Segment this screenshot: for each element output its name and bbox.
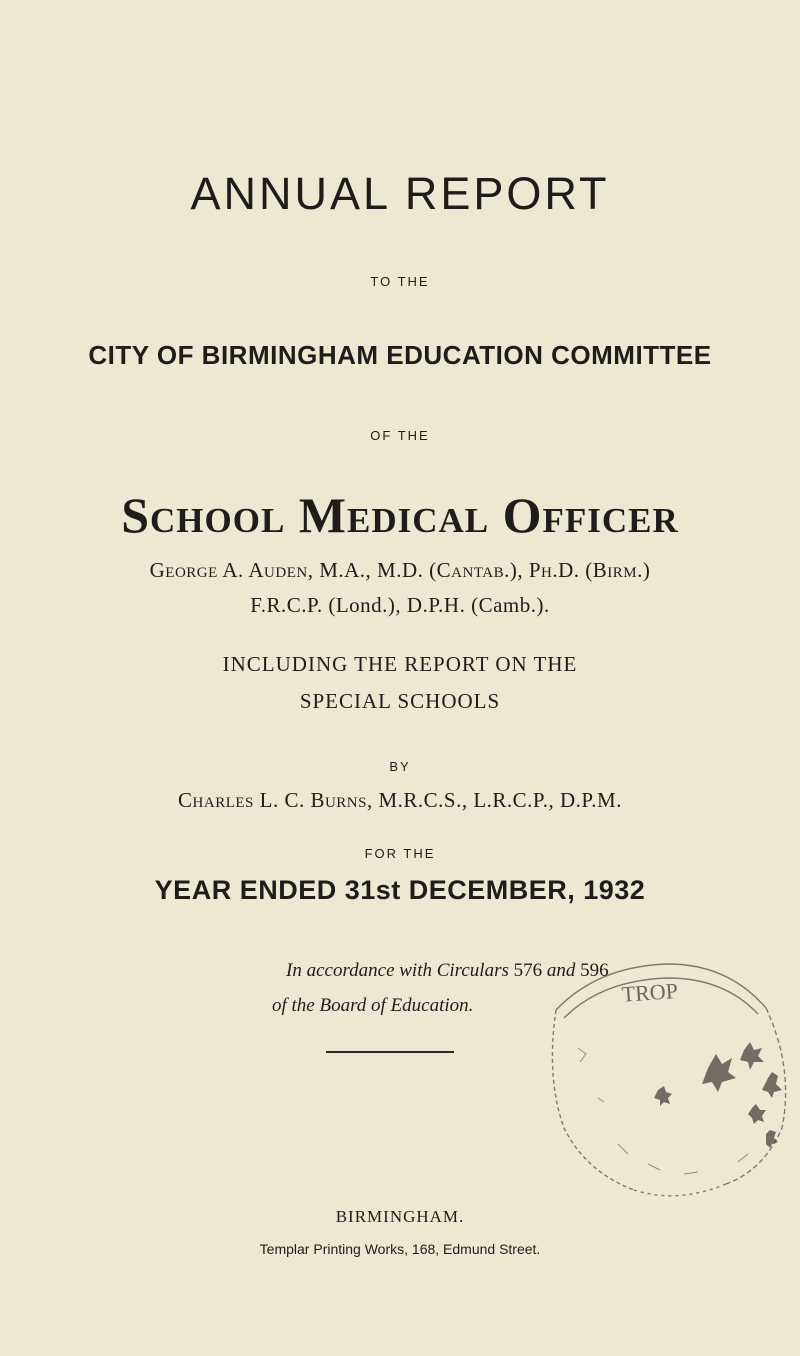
- officer-name-line: George A. Auden, M.A., M.D. (Cantab.), Ph.D. (Birm.): [149, 558, 651, 582]
- circular-number-596: 596: [575, 960, 609, 981]
- by-label: BY: [389, 759, 411, 774]
- report-subject: School Medical Officer: [121, 487, 679, 543]
- circulars-and: and: [546, 960, 576, 981]
- place-of-publication: BIRMINGHAM.: [335, 1207, 465, 1226]
- committee-name: CITY OF BIRMINGHAM EDUCATION COMMITTEE: [88, 340, 712, 370]
- of-the-label: OF THE: [370, 428, 430, 443]
- to-the-label: TO THE: [370, 274, 430, 289]
- printer-imprint: Templar Printing Works, 168, Edmund Street.: [259, 1241, 541, 1257]
- divider-rule: [326, 1051, 454, 1053]
- circulars-italic-part: In accordance with Circulars: [286, 960, 509, 981]
- including-line-1: INCLUDING THE REPORT ON THE: [222, 652, 578, 676]
- officer-qualifications-line: F.R.C.P. (Lond.), D.P.H. (Camb.).: [250, 593, 550, 617]
- board-of-education: of the Board of Education.: [272, 995, 474, 1016]
- special-schools-author: Charles L. C. Burns, M.R.C.S., L.R.C.P., D.P.M.: [178, 788, 622, 812]
- circulars-line-2: [272, 995, 473, 1017]
- report-title: ANNUAL REPORT: [190, 168, 610, 219]
- year-ended-line: YEAR ENDED 31st DECEMBER, 1932: [154, 875, 646, 905]
- for-the-label: FOR THE: [364, 846, 436, 861]
- including-line-2: SPECIAL SCHOOLS: [299, 689, 501, 713]
- library-stamp: [538, 958, 800, 1218]
- stamp-text: TROP: [620, 977, 679, 1007]
- circular-number-576: 576: [508, 960, 547, 981]
